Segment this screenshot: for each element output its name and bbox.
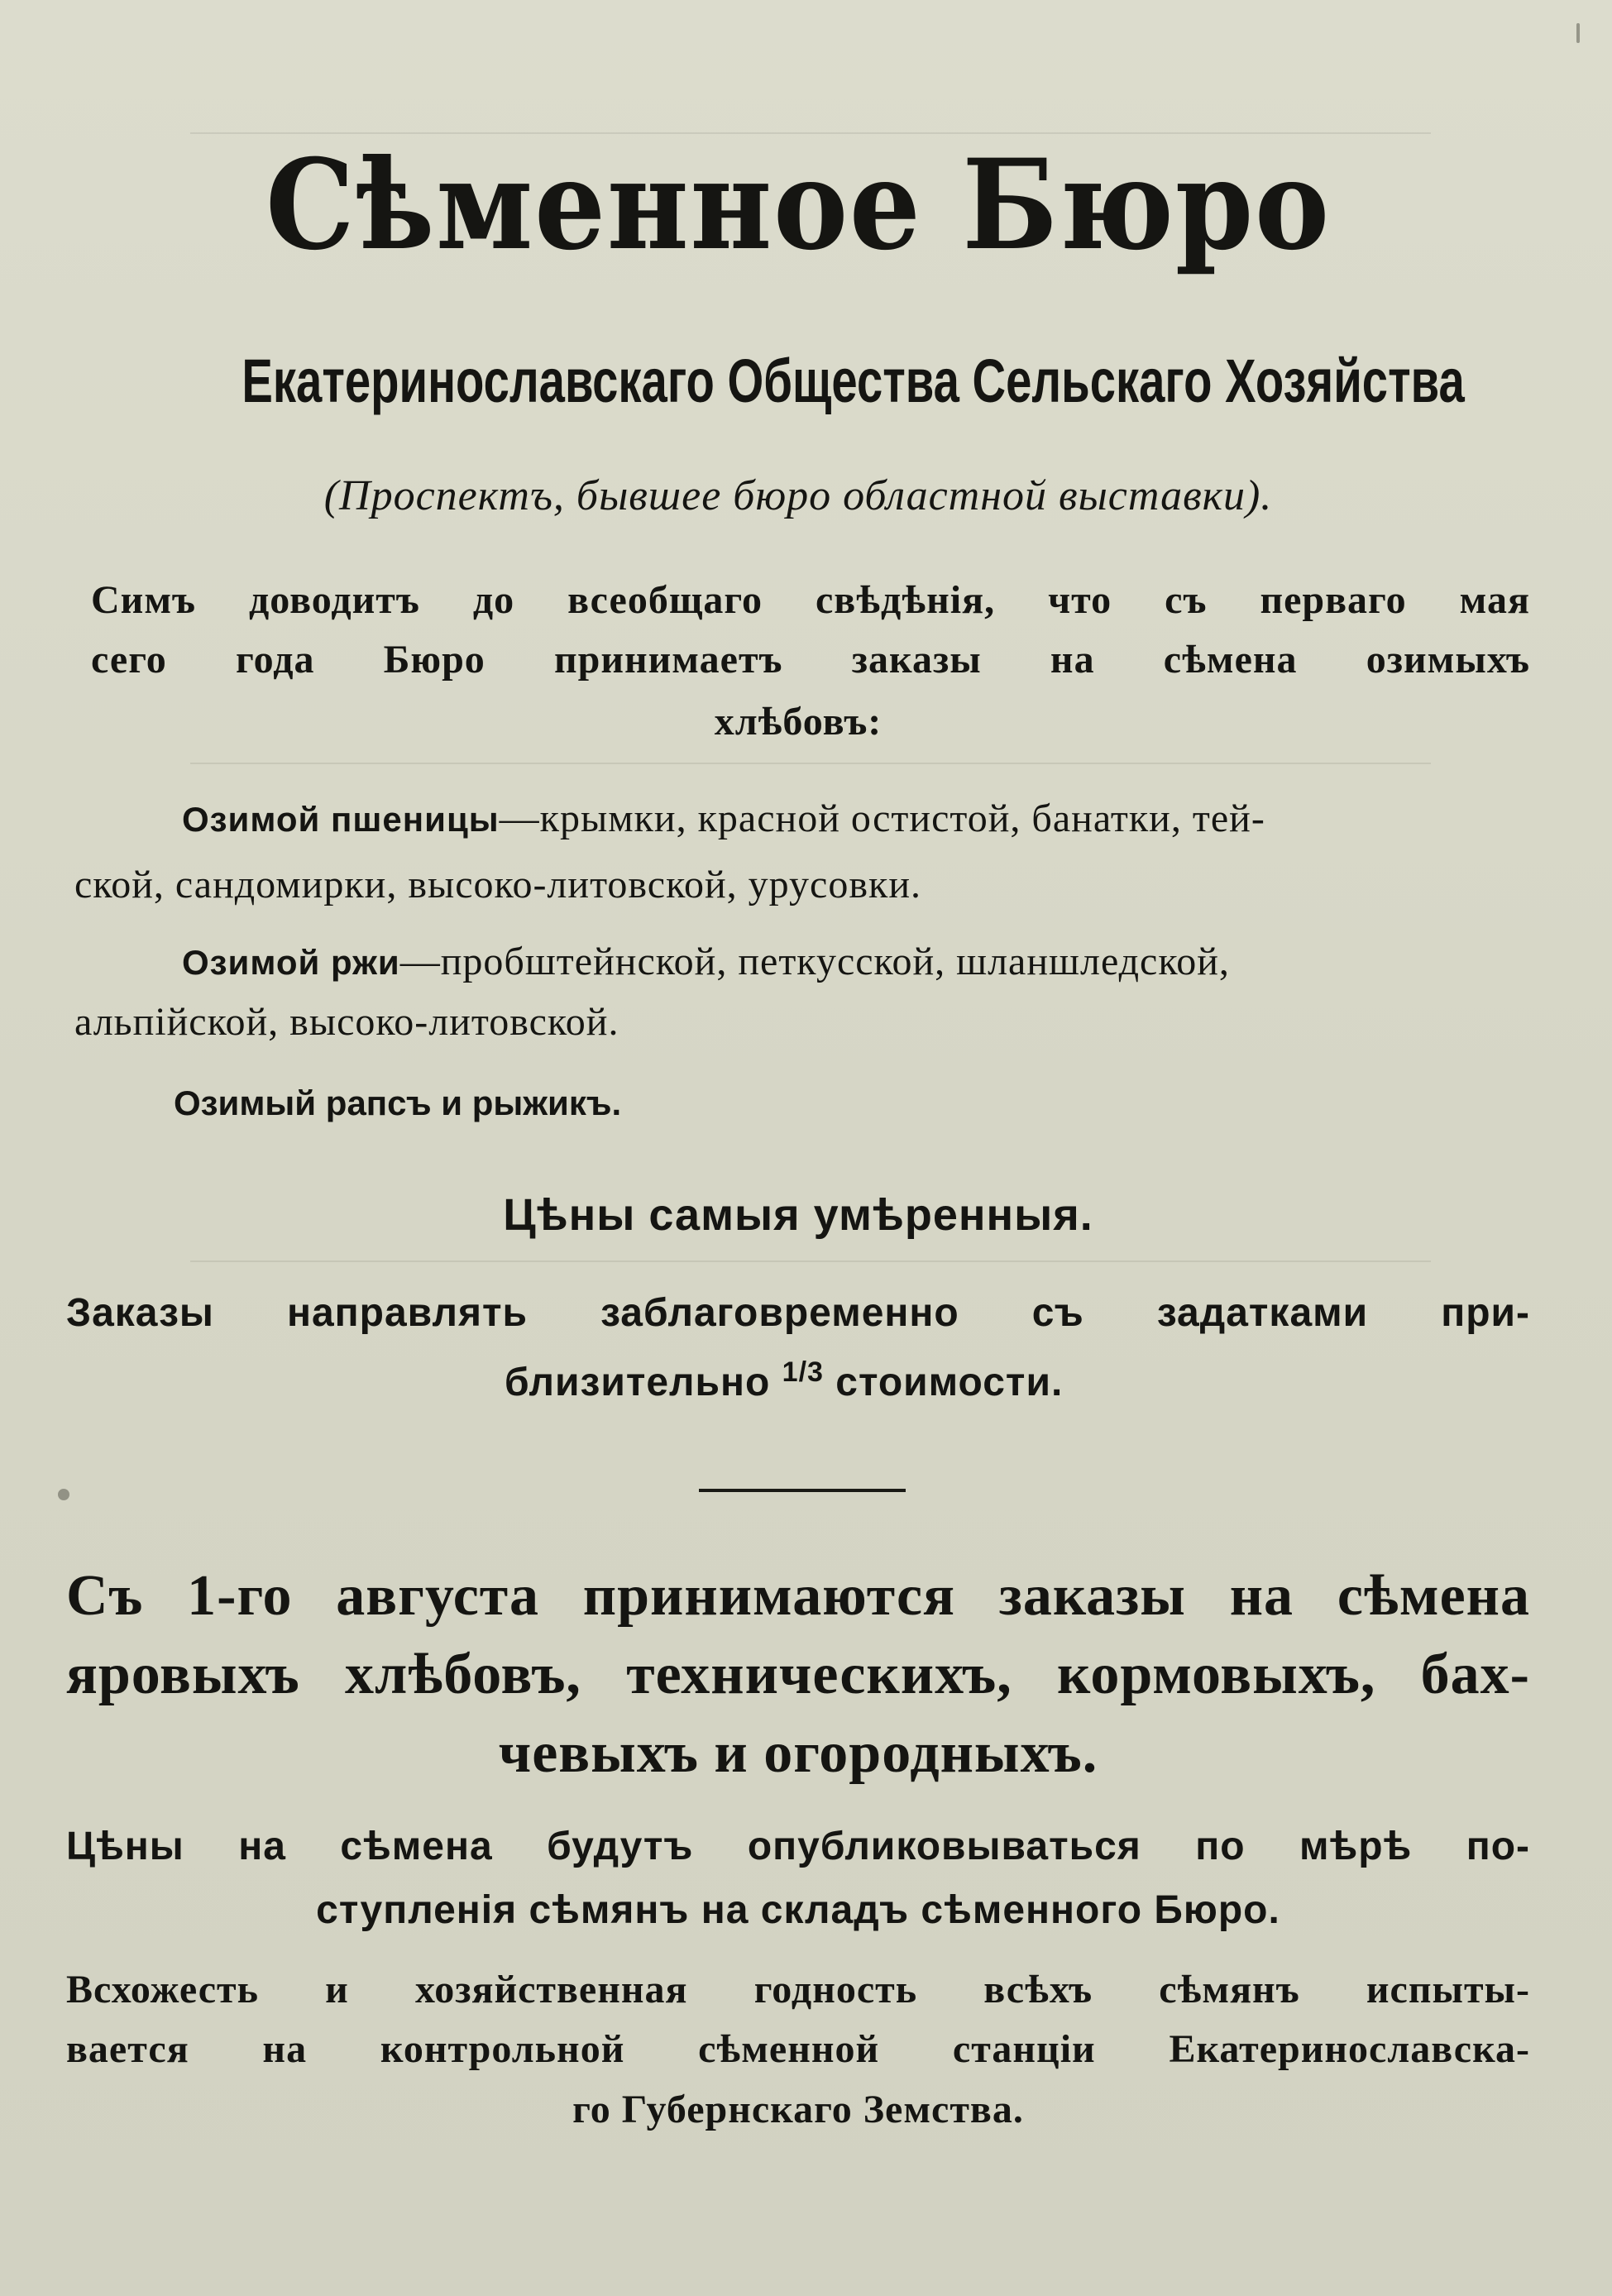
subtitle: Екатеринославскаго Общества Сельскаго Хозяйства <box>242 347 1465 415</box>
prices-heading: Цѣны самыя умѣренныя. <box>503 1190 1093 1240</box>
fraction-third: 1/3 <box>782 1356 824 1388</box>
orders-line-2 <box>505 1356 1612 1405</box>
germination-line-2: вается на контрольной сѣменной станціи Екатеринославска- <box>66 2027 1530 2071</box>
rye-label: Озимой ржи <box>182 943 400 982</box>
publish-line-1: Цѣны на сѣмена будутъ опубликовываться по мѣрѣ по- <box>66 1825 1530 1868</box>
intro-line-1: Симъ доводитъ до всеобщаго свѣдѣнія, что съ перваго мая <box>91 578 1530 622</box>
orders-line-1: Заказы направлять заблаговременно съ задатками при- <box>66 1291 1530 1335</box>
spring-line-2: яровыхъ хлѣбовъ, техническихъ, кормовыхъ, бах- <box>66 1643 1530 1706</box>
rye-line-2: альпійской, высоко-литовской. <box>74 1000 619 1044</box>
wheat-label: Озимой пшеницы <box>182 800 500 839</box>
intro-line-2: сего года Бюро принимаетъ заказы на сѣмена озимыхъ <box>91 638 1530 682</box>
page-title: Сѣменное Бюро <box>265 132 1331 278</box>
orders-approx: близительно <box>505 1361 782 1404</box>
germination-line-3: го Губернскаго Земства. <box>572 2088 1024 2131</box>
germination-line-1: Всхожесть и хозяйственная годность всѣхъ сѣмянъ испыты- <box>66 1968 1530 2011</box>
orders-cost: стоимости. <box>823 1361 1064 1404</box>
spring-line-3: чевыхъ и огородныхъ. <box>498 1721 1098 1785</box>
rapeseed-line: Озимый рапсъ и рыжикъ. <box>174 1083 622 1122</box>
wheat-line-2: ской, сандомирки, высоко-литовской, урусовки. <box>74 863 922 906</box>
spring-line-1: Съ 1-го августа принимаются заказы на сѣмена <box>66 1564 1530 1628</box>
wheat-varieties-1: —крымки, красной остистой, банатки, тей- <box>499 796 1265 840</box>
wheat-line-1 <box>182 796 1530 841</box>
rye-line-1 <box>182 939 1530 984</box>
section-divider <box>699 1489 906 1492</box>
address-note: (Проспектъ, бывшее бюро областной выставки). <box>323 472 1273 519</box>
ink-spot <box>58 1489 69 1500</box>
intro-line-3: хлѣбовъ: <box>714 700 883 744</box>
publish-line-2: ступленія сѣмянъ на складъ сѣменного Бюро. <box>316 1888 1280 1932</box>
rye-varieties-1: —пробштейнской, петкусской, шланшледской, <box>399 940 1230 983</box>
ink-mark <box>1576 23 1580 43</box>
